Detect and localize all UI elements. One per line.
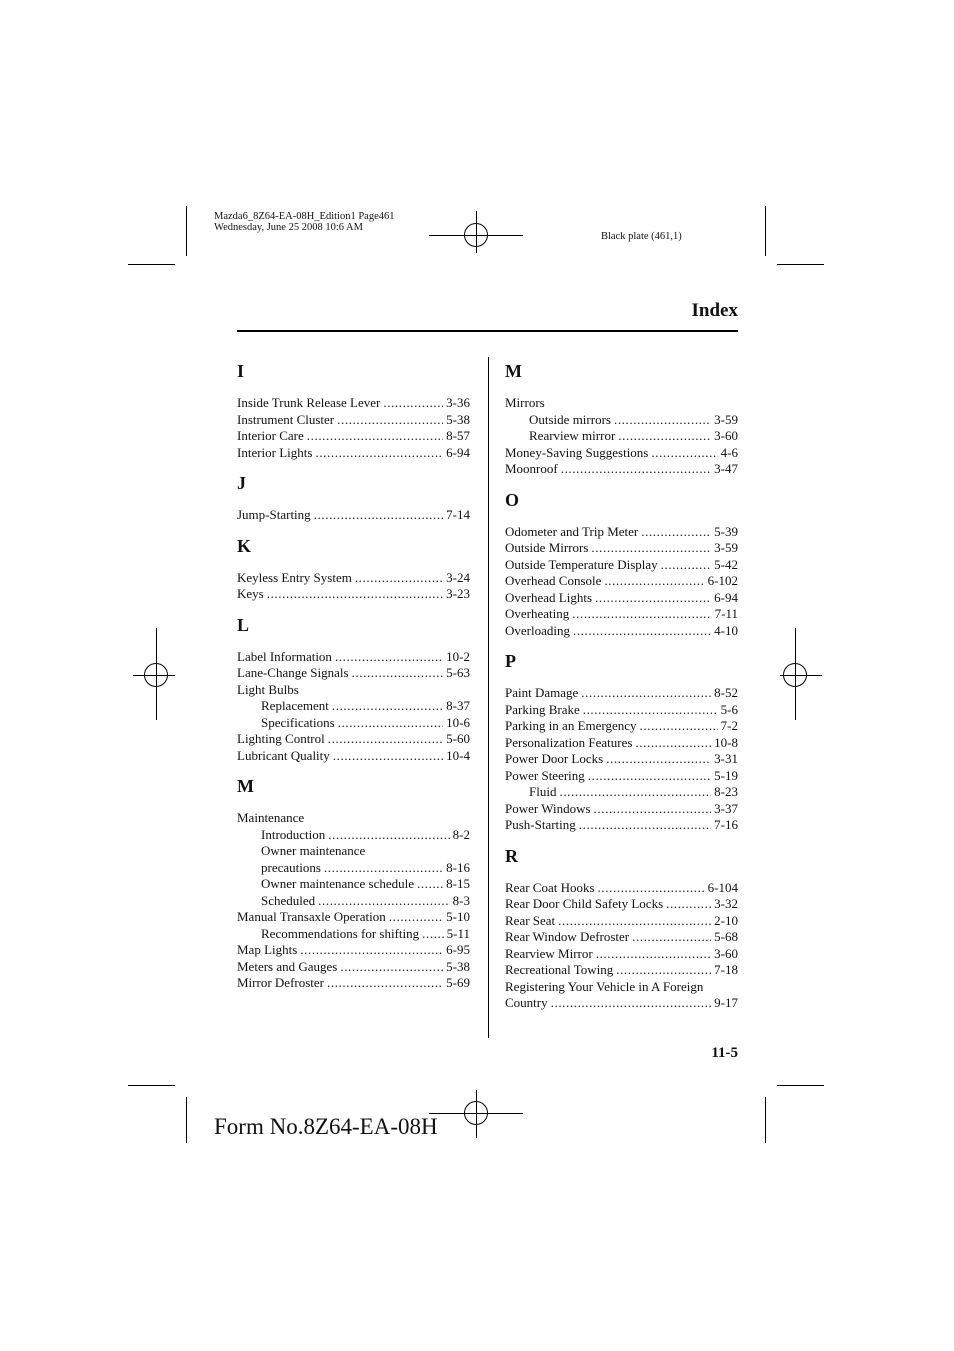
- entry-name: Keys: [237, 586, 264, 601]
- dot-leader: [596, 946, 711, 963]
- dot-leader: [307, 428, 443, 445]
- index-entry: [237, 810, 470, 827]
- entry-name: Power Windows: [505, 800, 591, 816]
- entry-page: 5-38: [446, 411, 470, 427]
- entry-name: Inside Trunk Release Lever: [237, 395, 381, 410]
- crop-mark: [186, 1097, 187, 1143]
- index-entry: [237, 570, 470, 587]
- dot-leader: [581, 685, 711, 702]
- index-entry: [505, 962, 738, 979]
- index-entry: [505, 735, 738, 752]
- entry-name: Lighting Control: [237, 731, 325, 746]
- index-entry: [237, 698, 470, 715]
- section-letter: M: [237, 776, 254, 796]
- index-entry: [505, 557, 738, 574]
- index-section: [237, 776, 470, 992]
- crop-mark: [765, 1097, 766, 1143]
- dot-leader: [318, 893, 450, 910]
- entry-name: Odometer and Trip Meter: [505, 523, 639, 539]
- entry-page: 2-10: [714, 912, 738, 928]
- index-entry: [505, 751, 738, 768]
- entry-page: 5-60: [446, 731, 470, 746]
- index-entry: [505, 995, 738, 1012]
- index-entry: [237, 682, 470, 699]
- entry-name: Manual Transaxle Operation: [237, 909, 386, 924]
- section-letter: I: [237, 361, 245, 381]
- index-entry: [505, 880, 738, 897]
- registration-circle: [464, 223, 488, 247]
- entry-page: 6-102: [707, 573, 738, 588]
- entry-name: Money-Saving Suggestions: [505, 444, 649, 460]
- entry-page: 10-8: [714, 734, 738, 750]
- index-entry: [505, 606, 738, 623]
- entry-name: Specifications: [261, 714, 335, 730]
- dot-leader: [588, 768, 711, 785]
- index-entry: [505, 524, 738, 541]
- entry-name: Overhead Console: [505, 573, 602, 588]
- index-entry: [237, 649, 470, 666]
- dot-leader: [558, 913, 711, 930]
- dot-leader: [595, 590, 711, 607]
- index-entry: [237, 942, 470, 959]
- section-letter: J: [237, 473, 246, 493]
- index-entry: [505, 784, 738, 801]
- index-entry: [237, 395, 470, 412]
- dot-leader: [327, 975, 443, 992]
- dot-leader: [338, 715, 444, 732]
- entry-page: 5-39: [714, 523, 738, 539]
- entry-name: Lane-Change Signals: [237, 665, 349, 680]
- index-entry: [237, 926, 470, 943]
- entry-page: 3-31: [714, 751, 738, 766]
- index-entry: [237, 731, 470, 748]
- entry-name: Parking in an Emergency: [505, 718, 637, 733]
- entry-name: Replacement: [261, 698, 329, 713]
- entry-name: Instrument Cluster: [237, 411, 335, 427]
- entry-page: 5-68: [714, 929, 738, 944]
- index-section: [505, 651, 738, 834]
- entry-name: Moonroof: [505, 461, 558, 476]
- index-entry: [505, 623, 738, 640]
- dot-leader: [651, 445, 717, 462]
- entry-page: 9-17: [714, 995, 738, 1010]
- index-entry: [505, 573, 738, 590]
- index-entry: [505, 929, 738, 946]
- dot-leader: [618, 428, 711, 445]
- section-letter: K: [237, 535, 252, 556]
- entry-page: 5-63: [446, 665, 470, 680]
- entry-page: 8-52: [714, 685, 738, 700]
- crop-mark: [777, 1085, 824, 1086]
- index-entry: [237, 827, 470, 844]
- dot-leader: [389, 909, 443, 926]
- dot-leader: [635, 735, 711, 752]
- entry-name: Rear Door Child Safety Locks: [505, 896, 664, 911]
- entry-page: 8-16: [446, 859, 470, 875]
- entry-name: Introduction: [261, 826, 326, 842]
- section-letter: M: [505, 361, 522, 381]
- dot-leader: [315, 445, 443, 462]
- entry-name: Personalization Features: [505, 734, 633, 750]
- entry-name: Overloading: [505, 622, 570, 638]
- entry-name: Owner maintenance schedule: [261, 876, 415, 891]
- entry-page: 3-59: [714, 540, 738, 555]
- index-entry: [505, 428, 738, 445]
- entry-page: 6-94: [714, 589, 738, 605]
- entry-name: Interior Lights: [237, 444, 313, 460]
- crop-mark: [128, 1085, 175, 1086]
- entry-name: Outside Mirrors: [505, 540, 589, 555]
- column-divider: [488, 357, 489, 1038]
- page-title: Index: [691, 300, 738, 321]
- index-entry: [505, 913, 738, 930]
- index-section: [237, 361, 470, 461]
- index-section: [237, 615, 470, 765]
- dot-leader: [333, 748, 443, 765]
- registration-circle: [783, 663, 807, 687]
- index-entry: [237, 909, 470, 926]
- dot-leader: [640, 718, 718, 735]
- index-entry: [505, 817, 738, 834]
- index-entry: [237, 715, 470, 732]
- index-entry: [505, 395, 738, 412]
- index-section: [237, 473, 470, 524]
- index-section: [505, 846, 738, 1012]
- index-entry: [505, 540, 738, 557]
- index-entry: [237, 959, 470, 976]
- entry-page: 7-2: [720, 718, 738, 733]
- entry-page: 10-2: [446, 648, 470, 664]
- index-entry: [237, 843, 470, 860]
- dot-leader: [417, 876, 443, 893]
- page-number: 11-5: [711, 1045, 738, 1061]
- entry-page: 8-57: [446, 428, 470, 443]
- entry-page: 5-11: [446, 925, 470, 941]
- dot-leader: [355, 570, 443, 587]
- entry-name: Rearview Mirror: [505, 945, 593, 961]
- index-entry: [505, 412, 738, 429]
- index-left-column: [237, 361, 470, 1004]
- dot-leader: [337, 412, 443, 429]
- entry-page: 7-18: [714, 962, 738, 977]
- index-entry: [237, 860, 470, 877]
- entry-name: Paint Damage: [505, 685, 579, 700]
- dot-leader: [598, 880, 705, 897]
- dot-leader: [604, 573, 704, 590]
- entry-name: Rear Window Defroster: [505, 929, 630, 944]
- entry-page: 3-32: [714, 896, 738, 911]
- index-entry: [237, 586, 470, 603]
- dot-leader: [616, 962, 711, 979]
- entry-name: Rearview mirror: [529, 428, 616, 443]
- entry-name: Keyless Entry System: [237, 569, 352, 585]
- entry-name: Rear Seat: [505, 912, 556, 928]
- entry-page: 8-37: [446, 698, 470, 713]
- dot-leader: [573, 623, 711, 640]
- entry-page: 5-69: [446, 975, 470, 990]
- entry-name: Recommendations for shifting: [261, 925, 420, 941]
- entry-page: 6-94: [446, 444, 470, 460]
- index-entry: [505, 801, 738, 818]
- entry-name: Map Lights: [237, 942, 298, 957]
- entry-page: 3-60: [714, 428, 738, 443]
- index-entry: [505, 718, 738, 735]
- dot-leader: [614, 412, 711, 429]
- index-entry: [505, 461, 738, 478]
- entry-page: 7-16: [714, 817, 738, 832]
- section-letter: P: [505, 651, 516, 671]
- dot-leader: [572, 606, 711, 623]
- entry-page: 8-2: [452, 826, 470, 842]
- dot-leader: [661, 557, 712, 574]
- index-section: [505, 361, 738, 478]
- index-entry: [237, 412, 470, 429]
- index-section: [237, 536, 470, 603]
- crop-mark: [765, 206, 766, 256]
- entry-page: 3-60: [714, 945, 738, 961]
- index-entry: [505, 946, 738, 963]
- entry-page: 3-47: [714, 461, 738, 476]
- dot-leader: [383, 395, 443, 412]
- index-entry: [505, 896, 738, 913]
- entry-name: Light Bulbs: [237, 681, 299, 697]
- entry-name: Parking Brake: [505, 701, 580, 717]
- section-letter: L: [237, 614, 250, 635]
- dot-leader: [632, 929, 711, 946]
- dot-leader: [594, 801, 712, 818]
- print-date: Wednesday, June 25 2008 10:6 AM: [214, 222, 363, 233]
- entry-name: Mirror Defroster: [237, 975, 324, 990]
- entry-page: 5-10: [446, 909, 470, 924]
- index-section: [505, 490, 738, 640]
- entry-name: Outside mirrors: [529, 411, 611, 427]
- entry-name: Interior Care: [237, 428, 304, 443]
- entry-name: Power Steering: [505, 767, 585, 783]
- dot-leader: [606, 751, 711, 768]
- entry-name: Fluid: [529, 784, 557, 799]
- entry-name: Power Door Locks: [505, 751, 604, 766]
- index-entry: [237, 975, 470, 992]
- entry-page: 5-42: [714, 556, 738, 572]
- entry-name: Jump-Starting: [237, 507, 311, 522]
- entry-page: 3-59: [714, 411, 738, 427]
- dot-leader: [300, 942, 443, 959]
- index-entry: [237, 748, 470, 765]
- index-right-column: [505, 361, 738, 1024]
- entry-name: Label Information: [237, 648, 332, 664]
- dot-leader: [422, 926, 444, 943]
- entry-name: Push-Starting: [505, 817, 576, 832]
- index-entry: [505, 590, 738, 607]
- entry-page: 4-10: [714, 622, 738, 638]
- dot-leader: [579, 817, 711, 834]
- dot-leader: [666, 896, 711, 913]
- entry-name: Outside Temperature Display: [505, 556, 658, 572]
- entry-page: 3-36: [446, 395, 470, 410]
- entry-name: Rear Coat Hooks: [505, 879, 595, 895]
- dot-leader: [314, 507, 443, 524]
- dot-leader: [641, 524, 711, 541]
- registration-circle: [464, 1101, 488, 1125]
- entry-name: Meters and Gauges: [237, 958, 338, 974]
- crop-mark: [777, 264, 824, 265]
- dot-leader: [335, 649, 443, 666]
- plate-label: Black plate (461,1): [601, 231, 682, 242]
- entry-page: 7-14: [446, 507, 470, 522]
- entry-page: 5-38: [446, 958, 470, 974]
- section-letter: R: [505, 845, 518, 866]
- entry-name: Registering Your Vehicle in A Foreign: [505, 978, 704, 994]
- title-rule: [237, 330, 738, 332]
- entry-page: 6-104: [707, 879, 738, 895]
- dot-leader: [328, 731, 443, 748]
- dot-leader: [561, 461, 711, 478]
- entry-page: 3-37: [714, 800, 738, 816]
- index-entry: [237, 876, 470, 893]
- dot-leader: [324, 860, 443, 877]
- crop-mark: [128, 264, 175, 265]
- entry-page: 8-15: [446, 876, 470, 891]
- entry-name: Lubricant Quality: [237, 747, 330, 763]
- entry-name: precautions: [261, 859, 321, 875]
- entry-name: Owner maintenance: [261, 843, 366, 858]
- index-entry: [505, 702, 738, 719]
- entry-page: 6-95: [446, 942, 470, 957]
- entry-name: Maintenance: [237, 810, 305, 825]
- dot-leader: [332, 698, 443, 715]
- dot-leader: [551, 995, 712, 1012]
- entry-page: 4-6: [720, 444, 738, 460]
- entry-page: 10-4: [446, 747, 470, 763]
- entry-page: 8-3: [452, 892, 470, 908]
- registration-circle: [144, 663, 168, 687]
- entry-page: 10-6: [446, 714, 470, 730]
- form-number: Form No.8Z64-EA-08H: [214, 1114, 438, 1139]
- crop-mark: [186, 206, 187, 256]
- dot-leader: [267, 586, 443, 603]
- entry-page: 3-23: [446, 586, 470, 601]
- index-entry: [237, 665, 470, 682]
- dot-leader: [328, 827, 449, 844]
- index-entry: [237, 428, 470, 445]
- entry-name: Mirrors: [505, 395, 545, 410]
- dot-leader: [340, 959, 443, 976]
- print-file-info: Mazda6_8Z64-EA-08H_Edition1 Page461: [214, 211, 395, 222]
- index-entry: [237, 507, 470, 524]
- dot-leader: [559, 784, 711, 801]
- entry-page: 8-23: [714, 784, 738, 799]
- index-entry: [505, 445, 738, 462]
- index-entry: [505, 979, 738, 996]
- section-letter: O: [505, 489, 520, 510]
- index-entry: [237, 893, 470, 910]
- entry-name: Overhead Lights: [505, 589, 593, 605]
- entry-name: Scheduled: [261, 892, 316, 908]
- entry-name: Recreational Towing: [505, 962, 614, 977]
- entry-name: Overheating: [505, 606, 570, 621]
- dot-leader: [583, 702, 718, 719]
- dot-leader: [591, 540, 711, 557]
- entry-page: 5-19: [714, 767, 738, 783]
- index-entry: [505, 685, 738, 702]
- dot-leader: [352, 665, 444, 682]
- entry-name: Country: [505, 995, 548, 1010]
- entry-page: 3-24: [446, 569, 470, 585]
- index-entry: [237, 445, 470, 462]
- index-entry: [505, 768, 738, 785]
- entry-page: 5-6: [720, 701, 738, 717]
- entry-page: 7-11: [714, 606, 738, 621]
